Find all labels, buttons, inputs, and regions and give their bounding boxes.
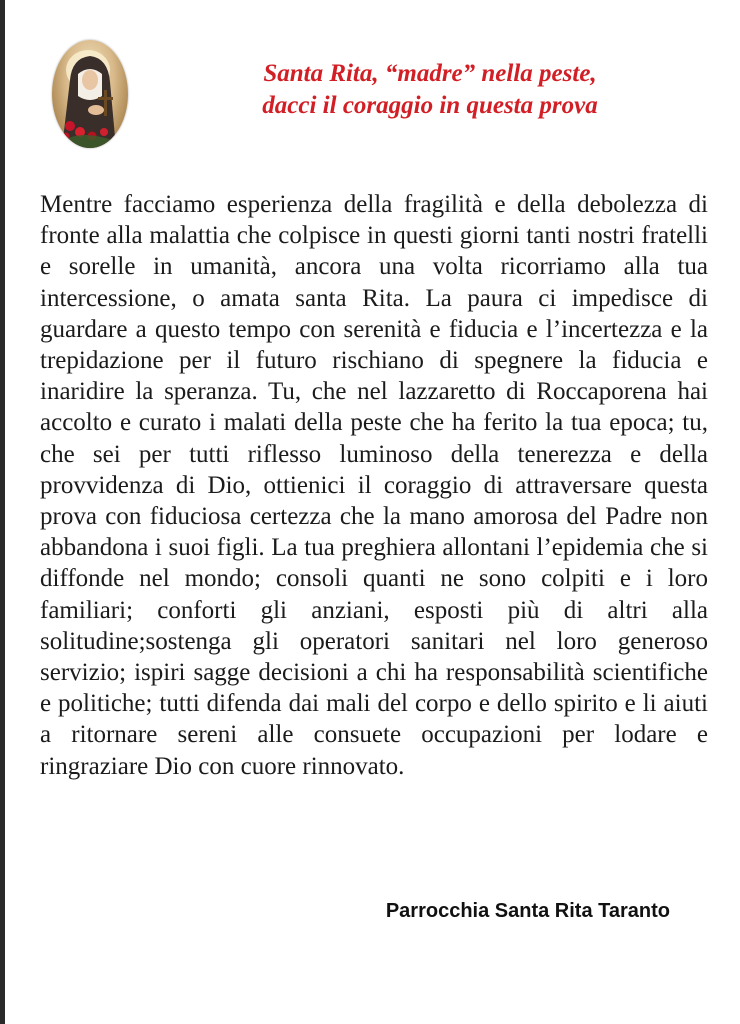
prayer-body-text: Mentre facciamo esperienza della fragilità e della debolezza di fronte alla malattia che colpisce in questi giorni tanti nostri fratelli e sorelle in umanità, ancora una volta ricorriamo alla tua intercessione, o amata santa Rita. La paura ci impedisce di guardare a questo tempo con serenità e fiducia e l’incertezza e la trepidazione per il futuro rischiano di spegnere la fiducia e inaridire la speranza. Tu, che nel lazzaretto di Roccaporena hai accolto e curato i malati della peste che ha ferito la tua epoca; tu, che sei per tutti riflesso luminoso della tenerezza e della provvidenza di Dio, ottienici il coraggio di attraversare questa prova con fiduciosa certezza che la mano amorosa del Padre non abbandona i suoi figli. La tua preghiera allontani l’epidemia che si diffonde nel mondo; consoli quanti ne sono colpiti e i loro familiari; conforti gli anziani, esposti più di altri alla solitudine;sostenga gli operatori sanitari nel loro generoso servizio; ispiri sagge decisioni a chi ha responsabilità scientifiche e politiche; tutti difenda dai mali del corpo e dello spirito e li aiuti a ritornare sereni alle consuete occupazioni per lodare e ringraziare Dio con cuore rinnovato. <box>40 191 708 780</box>
parish-signature: Parrocchia Santa Rita Taranto <box>385 900 670 922</box>
title-line-1: Santa Rita, “madre” nella peste, <box>263 60 597 87</box>
page-title <box>190 58 670 122</box>
title-line-2: dacci il coraggio in questa prova <box>262 92 598 119</box>
page-edge-divider <box>0 0 5 1024</box>
saint-rita-portrait-icon <box>52 40 128 148</box>
